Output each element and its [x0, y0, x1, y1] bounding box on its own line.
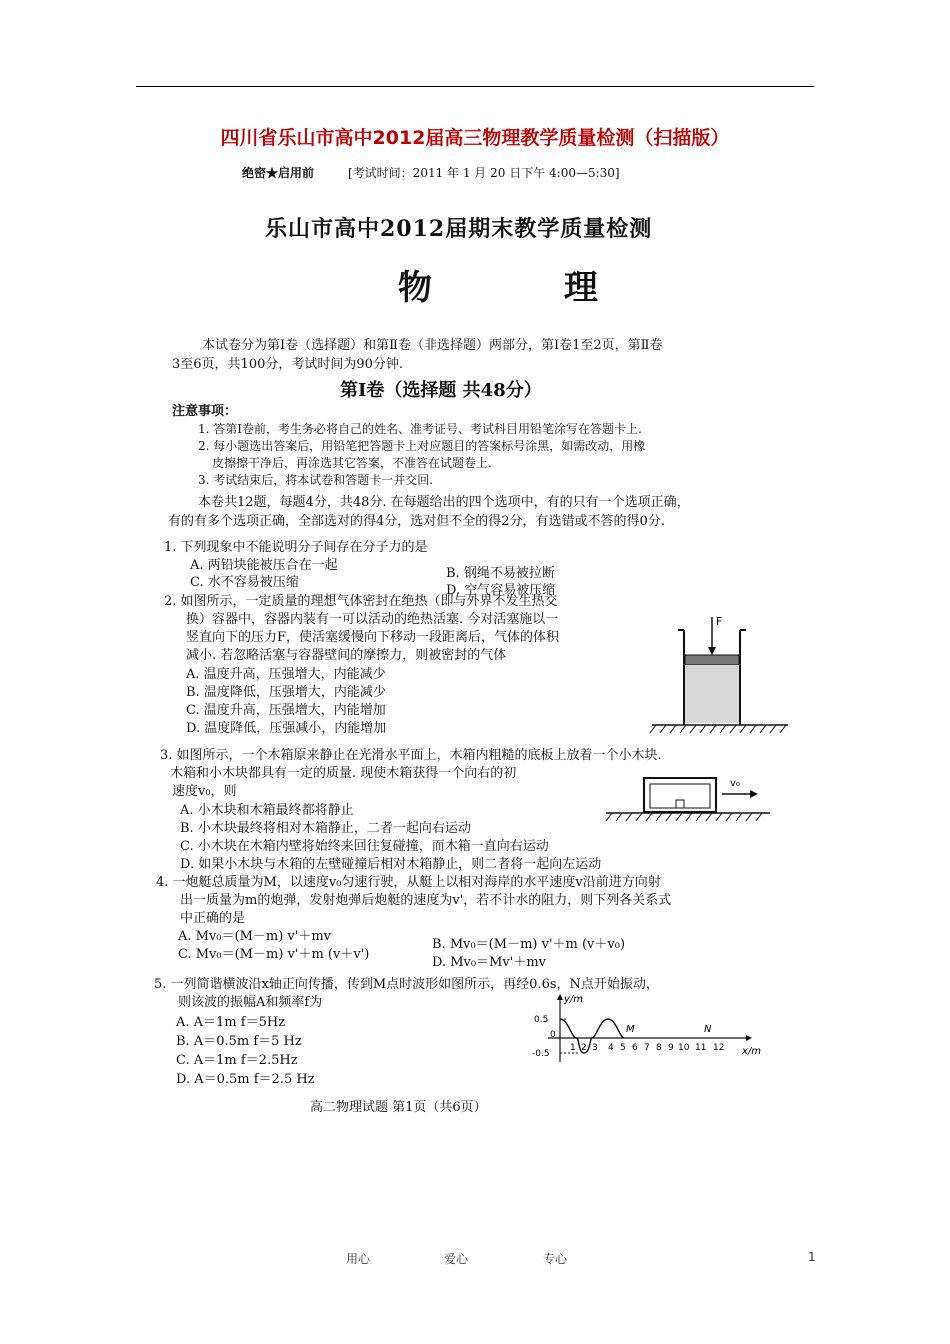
q3-line-3: 速度v₀，则	[172, 784, 237, 799]
q2-line-2: 换）容器中，容器内装有一可以活动的绝热活塞. 今对活塞施以一	[186, 612, 559, 627]
q5-x-tick: 9	[668, 1043, 674, 1053]
q2-line-1: 2. 如图所示，一定质量的理想气体密封在绝热（即与外界不发生热交	[164, 594, 558, 609]
q2-cylinder-figure	[642, 605, 792, 745]
notice-2b: 皮擦擦干净后，再涂选其它答案，不准答在试题卷上.	[212, 456, 492, 470]
exam-time: [考试时间：2011 年 1 月 20 日下午 4:00—5:30]	[348, 166, 620, 180]
footer-word-2: 爱心	[444, 1252, 469, 1266]
q5-x-ticks	[570, 1043, 724, 1053]
section-title: 第Ⅰ卷（选择题 共48分）	[340, 380, 542, 401]
q5-x-axis-label: x/m	[742, 1046, 762, 1057]
q5-x-tick: 4	[608, 1043, 614, 1053]
q1-option-a: A. 两铅块能被压合在一起	[190, 558, 338, 573]
q5-option-b: B. A＝0.5m f＝5 Hz	[176, 1034, 302, 1049]
scanned-exam-page	[150, 150, 790, 1115]
q5-option-d: D. A＝0.5m f＝2.5 Hz	[176, 1072, 315, 1087]
q5-option-c: C. A＝1m f＝2.5Hz	[176, 1053, 298, 1068]
rule-line-a: 本卷共12题，每题4分，共48分. 在每题给出的四个选项中，有的只有一个选项正确，	[198, 495, 690, 510]
q5-x-tick: 3	[592, 1043, 598, 1053]
q5-x-tick: 6	[632, 1043, 638, 1053]
q2-option-a: A. 温度升高，压强增大，内能减少	[186, 667, 386, 682]
q5-point-n-label: N	[704, 1024, 712, 1035]
footer-word-3: 专心	[543, 1252, 568, 1266]
document-title: 四川省乐山市高中2012届高三物理教学质量检测（扫描版）	[220, 127, 730, 149]
q5-y-tick-zero: 0	[550, 1030, 556, 1040]
q3-line-2: 木箱和小木块都具有一定的质量. 现使木箱获得一个向右的初	[170, 766, 517, 781]
q3-velocity-label: v₀	[730, 778, 740, 789]
q4-line-1: 4. 一炮艇总质量为M，以速度v₀匀速行驶，从艇上以相对海岸的水平速度v沿前进方向射	[156, 875, 661, 890]
notice-1: 1. 答第Ⅰ卷前，考生务必将自己的姓名、准考证号、考试科目用铅笔涂写在答题卡上.	[198, 422, 642, 436]
q5-x-tick: 7	[644, 1043, 650, 1053]
q5-x-tick: 1	[570, 1043, 576, 1053]
q5-y-tick-pos: 0.5	[534, 1015, 549, 1025]
q5-line-1: 5. 一列简谐横波沿x轴正向传播，传到M点时波形如图所示，再经0.6s，N点开始振动，	[154, 977, 659, 992]
q3-option-d: D. 如果小木块与木箱的左壁碰撞后相对木箱静止，则二者将一起向左运动	[180, 857, 602, 872]
intro-line-1: 本试卷分为第Ⅰ卷（选择题）和第Ⅱ卷（非选择题）两部分，第Ⅰ卷1至2页，第Ⅱ卷	[202, 338, 663, 353]
footer-word-1: 用心	[346, 1252, 371, 1266]
q2-option-d: D. 温度降低，压强减小，内能增加	[186, 721, 387, 736]
q4-option-c: C. Mv₀＝(M－m) v'＋m (v＋v')	[178, 947, 370, 962]
subject-title: 物 理	[398, 268, 658, 308]
q2-option-b: B. 温度降低，压强增大，内能减少	[186, 685, 386, 700]
q1-option-b: B. 钢绳不易被拉断	[446, 566, 555, 581]
intro-line-2: 3至6页，共100分，考试时间为90分钟.	[172, 357, 404, 372]
q2-option-c: C. 温度升高，压强增大，内能增加	[186, 703, 386, 718]
q2-line-4: 减小. 若忽略活塞与容器壁间的摩擦力，则被密封的气体	[186, 648, 507, 663]
notice-3: 3. 考试结束后，将本试卷和答题卡一并交回.	[198, 473, 434, 487]
q5-point-m-label: M	[626, 1024, 635, 1035]
q3-option-c: C. 小木块在木箱内壁将始终来回往复碰撞，而木箱一直向右运动	[180, 839, 549, 854]
q2-force-label: F	[716, 615, 723, 628]
exam-title: 乐山市高中2012届期末教学质量检测	[265, 216, 653, 242]
confidential-label: 绝密★启用前	[242, 166, 315, 180]
q5-x-tick: 12	[713, 1043, 725, 1053]
page-number: 1	[808, 1250, 816, 1264]
q5-x-tick: 5	[620, 1043, 626, 1053]
q4-option-b: B. Mv₀＝(M－m) v'＋m (v＋v₀)	[432, 937, 626, 952]
q1-stem: 1. 下列现象中不能说明分子间存在分子力的是	[164, 540, 428, 555]
q3-box-figure	[602, 768, 774, 830]
q5-option-a: A. A＝1m f＝5Hz	[176, 1015, 286, 1030]
q5-y-axis-label: y/m	[564, 994, 584, 1005]
q5-line-2: 则该波的振幅A和频率f为	[178, 995, 323, 1010]
q5-y-tick-neg: -0.5	[532, 1049, 550, 1059]
q1-option-c: C. 水不容易被压缩	[190, 575, 299, 590]
notice-2a: 2. 每小题选出答案后，用铅笔把答题卡上对应题目的答案标号涂黑，如需改动，用橡	[198, 439, 646, 453]
q5-x-tick: 11	[695, 1043, 707, 1053]
q3-line-1: 3. 如图所示，一个木箱原来静止在光滑水平面上，木箱内粗糙的底板上放着一个小木块.	[160, 748, 662, 763]
q2-line-3: 竖直向下的压力F，使活塞缓慢向下移动一段距离后，气体的体积	[186, 630, 560, 645]
notice-title: 注意事项：	[172, 404, 238, 419]
q5-x-tick: 2	[581, 1043, 587, 1053]
q4-option-d: D. Mv₀＝Mv'＋mv	[432, 955, 546, 970]
q4-line-3: 中正确的是	[180, 911, 246, 926]
scan-page-footer: 高二物理试题 第1页（共6页）	[310, 1100, 487, 1115]
rule-line-b: 有的有多个选项正确，全部选对的得4分，选对但不全的得2分，有选错或不答的得0分.	[168, 514, 665, 529]
q4-line-2: 出一质量为m的炮弹，发射炮弹后炮艇的速度为v'，若不计水的阻力，则下列各关系式	[180, 893, 672, 908]
q3-option-b: B. 小木块最终将相对木箱静止，二者一起向右运动	[180, 821, 471, 836]
q4-option-a: A. Mv₀＝(M－m) v'＋mv	[178, 929, 332, 944]
q5-x-tick: 8	[656, 1043, 662, 1053]
q1-option-d: D. 空气容易被压缩	[446, 583, 556, 598]
q5-wave-graph	[520, 992, 770, 1068]
q5-x-tick: 10	[678, 1043, 690, 1053]
q3-option-a: A. 小木块和木箱最终都将静止	[180, 803, 354, 818]
header-rule	[136, 86, 814, 87]
